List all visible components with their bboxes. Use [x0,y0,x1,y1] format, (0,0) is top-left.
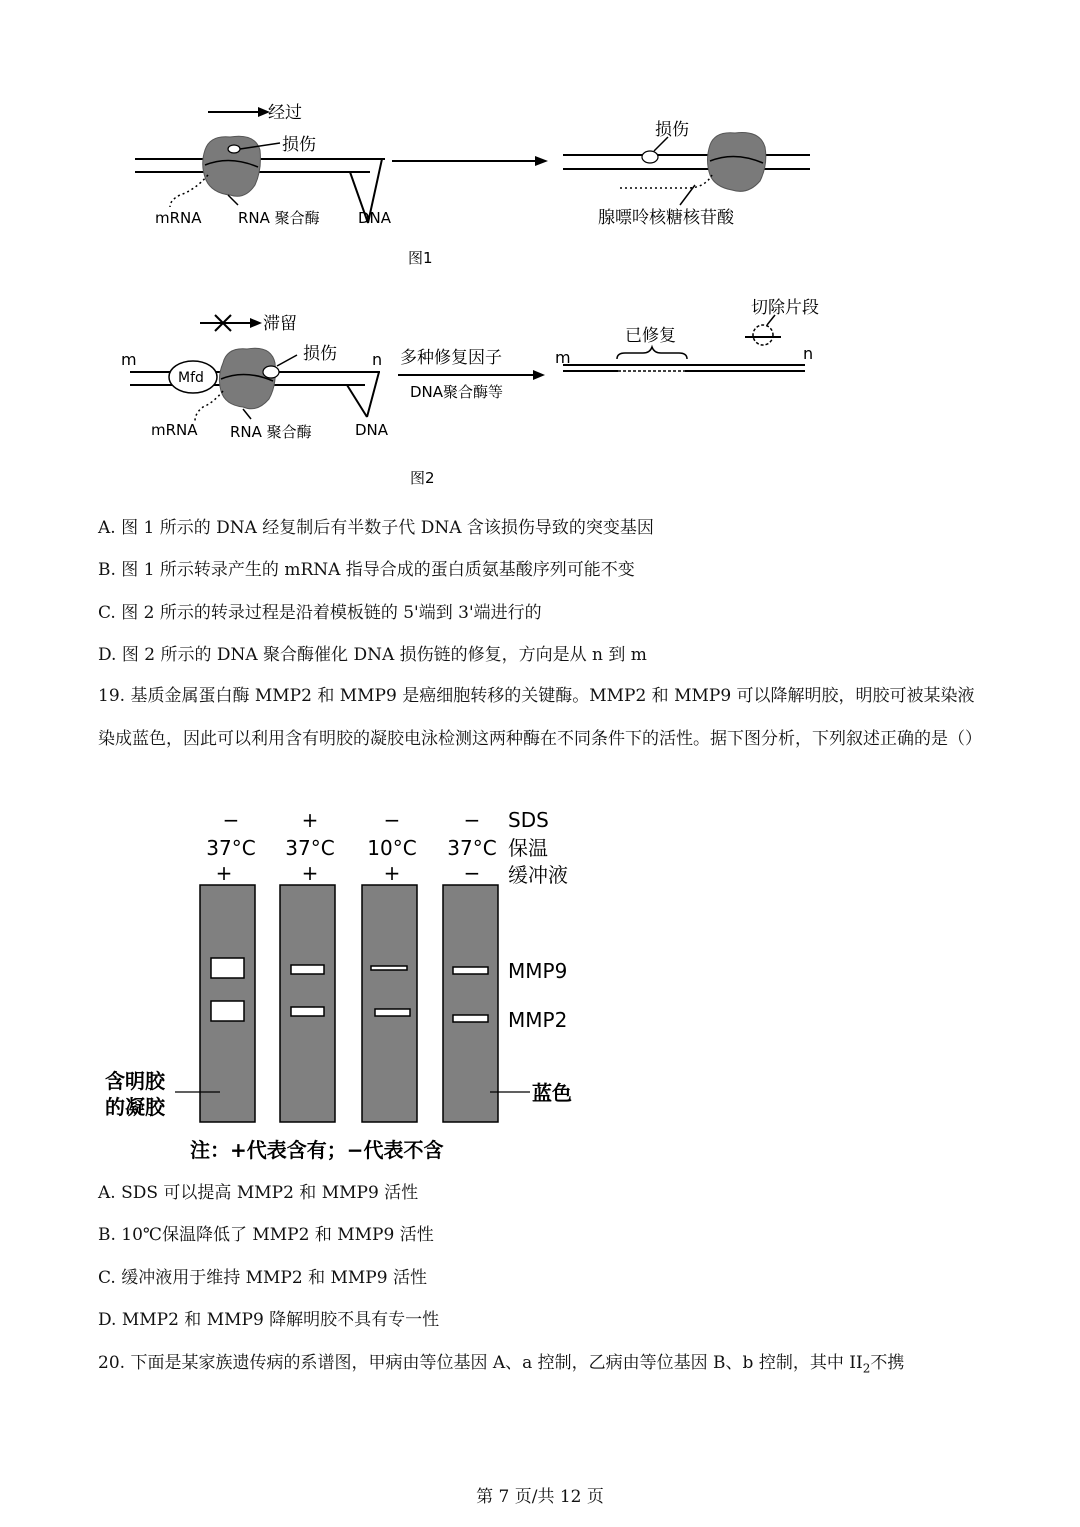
mmp2-label: MMP2 [508,1008,568,1032]
lane3-temp: 10°C [367,836,417,860]
band-l2-mmp2 [291,1007,324,1016]
fig2-caption: 图2 [410,469,435,487]
band-l1-mmp2 [211,1001,244,1021]
q20-sub: 2 [862,1361,871,1376]
fig2-stall-label: 滞留 [263,314,297,334]
page-footer: 第 7 页/共 12 页 [476,1487,604,1507]
figure-2 [115,295,835,495]
fig1-caption: 图1 [408,249,433,267]
q19-stem-text: 19. 基质金属蛋白酶 MMP2 和 MMP9 是癌细胞转移的关键酶。MMP2 和 MMP9 可以降解明胶，明胶可被某染液染成蓝色，因此可以利用含有明胶的凝胶电泳检测这两种酶在不同条件下的活性。据下图分析，下列叙述正确的是（） [98,686,982,749]
gel-figure [100,805,600,1165]
q19-option-b: B. 10℃保温降低了 MMP2 和 MMP9 活性 [98,1225,434,1245]
fig1-dna-label: DNA [358,209,392,227]
gel-label-line2: 的凝胶 [105,1095,165,1119]
gel-lane-2 [280,885,335,1122]
q20-tail: 不携 [870,1353,905,1373]
lane2-sds: + [301,808,319,832]
q18-option-c: C. 图 2 所示的转录过程是沿着模板链的 5'端到 3'端进行的 [98,603,542,623]
band-l4-mmp2 [453,1015,488,1022]
fig1-damage-label-right: 损伤 [655,120,689,140]
lane3-buffer: + [383,861,401,885]
q18-option-b: B. 图 1 所示转录产生的 mRNA 指导合成的蛋白质氨基酸序列可能不变 [98,560,635,580]
temp-label: 保温 [508,836,548,860]
fig2-n-left: n [372,350,383,369]
lane4-temp: 37°C [447,836,497,860]
fig1-mrna-label: mRNA [155,209,202,227]
fig2-dna-label: DNA [355,421,389,439]
fig2-damage-label: 损伤 [303,344,337,364]
gel-lane-4 [443,885,498,1122]
band-l1-mmp9 [211,958,244,978]
q19-option-c: C. 缓冲液用于维持 MMP2 和 MMP9 活性 [98,1268,427,1288]
lane2-buffer: + [301,861,319,885]
fig2-polymerase-label: RNA 聚合酶 [230,423,312,441]
mmp9-label: MMP9 [508,959,568,983]
fig1-polymerase-label: RNA 聚合酶 [238,209,320,227]
fig2-dna-pol-label: DNA聚合酶等 [410,383,504,401]
q19-option-d: D. MMP2 和 MMP9 降解明胶不具有专一性 [98,1310,440,1330]
band-l3-mmp2 [375,1009,410,1016]
lane4-buffer: − [463,861,481,885]
gel-note: 注：+代表含有；−代表不含 [190,1138,444,1162]
fig1-nucleotide-label: 腺嘌呤核糖核苷酸 [598,208,734,228]
band-l2-mmp9 [291,965,324,974]
fig2-n-right: n [803,344,814,363]
q20-main: 20. 下面是某家族遗传病的系谱图，甲病由等位基因 A、a 控制，乙病由等位基因 B、b 控制，其中 II [98,1353,863,1373]
fig2-factors-label: 多种修复因子 [400,348,502,368]
fig2-m-right: m [555,348,571,367]
sds-label: SDS [508,808,549,832]
lane1-temp: 37°C [206,836,256,860]
fig2-repaired-label: 已修复 [625,326,676,346]
gel-label-line1: 含明胶 [105,1069,165,1093]
band-l4-mmp9 [453,967,488,974]
q18-option-d: D. 图 2 所示的 DNA 聚合酶催化 DNA 损伤链的修复，方向是从 n 到 m [98,645,647,665]
fig1-damage-label: 损伤 [282,135,316,155]
fig2-mrna-label: mRNA [151,421,198,439]
fig2-excised-label: 切除片段 [751,298,819,318]
lane1-sds: − [222,808,240,832]
fig2-mfd-label: Mfd [178,370,204,386]
q20-text [98,1351,904,1380]
q19-stem [98,675,988,761]
fig2-m-left: m [121,350,137,369]
gel-lane-3 [362,885,417,1122]
fig1-pass-label: 经过 [268,103,302,123]
band-l3-mmp9 [371,966,407,970]
lane2-temp: 37°C [285,836,335,860]
q18-option-a: A. 图 1 所示的 DNA 经复制后有半数子代 DNA 含该损伤导致的突变基因 [98,518,654,538]
lane3-sds: − [383,808,401,832]
blue-label: 蓝色 [532,1081,572,1105]
figure-1 [120,95,840,275]
lane4-sds: − [463,808,481,832]
buffer-label: 缓冲液 [508,863,568,887]
q19-option-a: A. SDS 可以提高 MMP2 和 MMP9 活性 [98,1183,419,1203]
lane1-buffer: + [215,861,233,885]
